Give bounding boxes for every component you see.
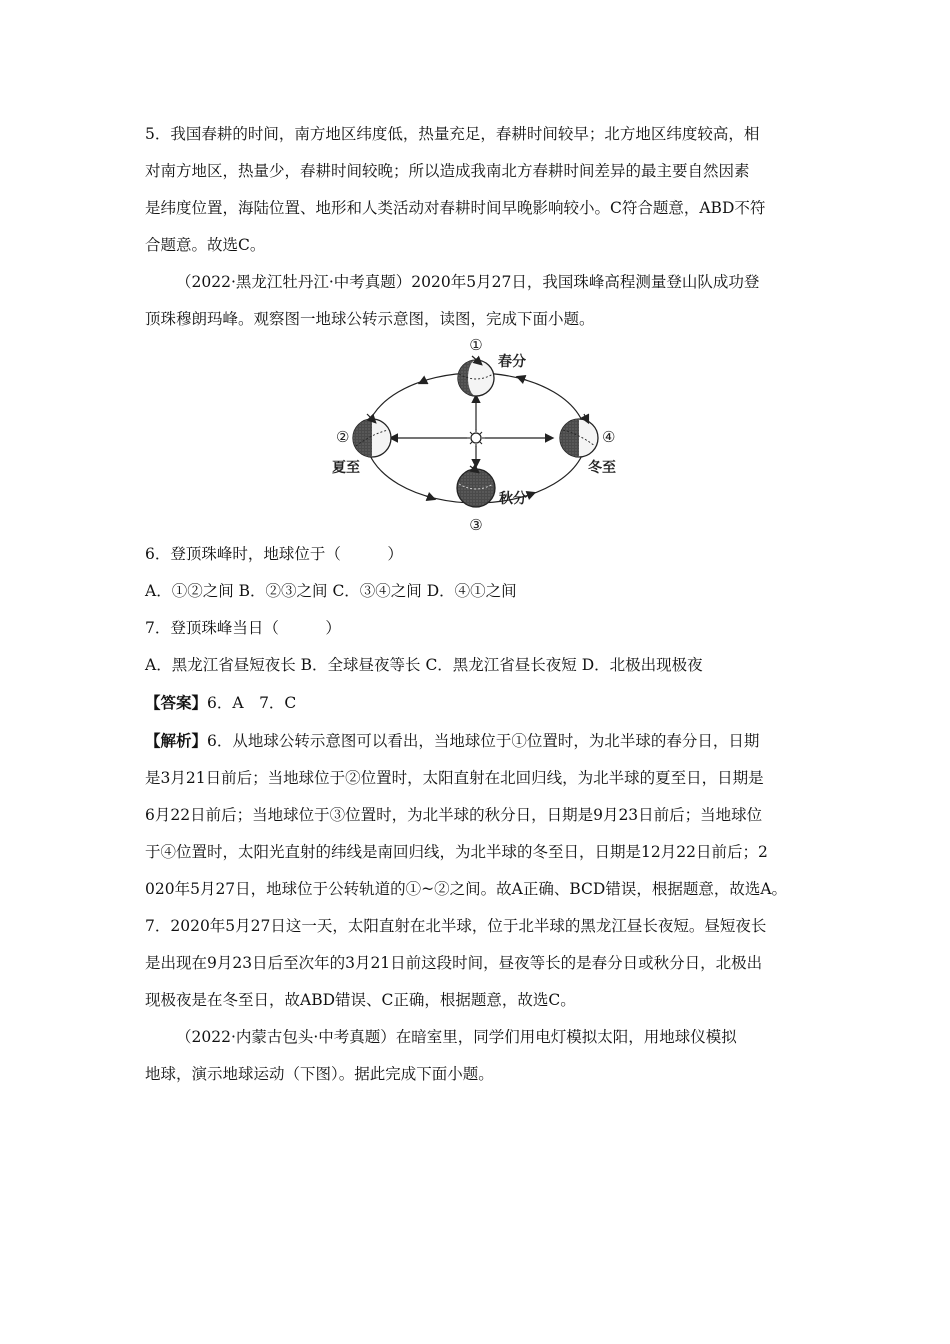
analysis-block	[145, 722, 810, 1019]
question-intro-heilongjiang	[145, 264, 810, 338]
q5-analysis-line: 5．我国春耕的时间，南方地区纬度低，热量充足，春耕时间较早；北方地区纬度较高，相	[145, 125, 760, 143]
position-3-name: 秋分	[499, 491, 527, 507]
position-4-name: 冬至	[588, 460, 616, 476]
analysis-q7-line: 现极夜是在冬至日，故ABD错误、C正确，根据题意，故选C。	[145, 991, 576, 1009]
earth-position-4	[560, 414, 598, 457]
position-1-name: 春分	[498, 354, 526, 370]
analysis-tag: 【解析】	[145, 731, 208, 750]
answer-tag: 【答案】	[145, 693, 208, 712]
analysis-line: 020年5月27日，地球位于公转轨道的①~②之间。故A正确、BCD错误，根据题意，故选A。	[145, 880, 788, 898]
intro-line: （2022·内蒙古包头·中考真题）在暗室里，同学们用电灯模拟太阳，用地球仪模拟	[176, 1028, 737, 1046]
question-7	[145, 610, 810, 684]
position-3-number: ③	[469, 516, 483, 534]
document-page	[145, 116, 810, 1093]
answer-line	[145, 684, 810, 722]
question-6-options: A．①②之间 B．②③之间 C．③④之间 D．④①之间	[145, 582, 517, 600]
question-7-options: A．黑龙江省昼短夜长 B．全球昼夜等长 C．黑龙江省昼长夜短 D．北极出现极夜	[145, 656, 703, 674]
analysis-text: 6．从地球公转示意图可以看出，当地球位于①位置时，为北半球的春分日，日期	[207, 732, 760, 750]
analysis-line: 是3月21日前后；当地球位于②位置时，太阳直射在北回归线，为北半球的夏至日，日期是	[145, 769, 764, 787]
q5-analysis	[145, 116, 810, 264]
question-6	[145, 536, 810, 610]
earth-position-3	[457, 466, 495, 507]
intro-line: 顶珠穆朗玛峰。观察图一地球公转示意图，读图，完成下面小题。	[145, 310, 595, 328]
earth-revolution-figure	[145, 338, 810, 536]
q5-analysis-line: 合题意。故选C。	[145, 236, 266, 254]
analysis-line: 于④位置时，太阳光直射的纬线是南回归线，为北半球的冬至日，日期是12月22日前后；2	[145, 843, 768, 861]
question-7-stem: 7．登顶珠峰当日（ ）	[145, 619, 341, 637]
position-4-number: ④	[602, 428, 616, 446]
position-1-number: ①	[469, 338, 483, 354]
analysis-q7-line: 是出现在9月23日后至次年的3月21日前这段时间，昼夜等长的是春分日或秋分日，北极出	[145, 954, 763, 972]
position-2-name: 夏至	[332, 460, 360, 476]
analysis-line	[145, 722, 810, 760]
intro-line: （2022·黑龙江牡丹江·中考真题）2020年5月27日，我国珠峰高程测量登山队成功登	[176, 273, 760, 291]
sun-icon	[467, 429, 485, 447]
orbit-arrow-3	[526, 493, 534, 496]
answer-text: 6．A 7．C	[207, 694, 297, 712]
question-intro-baotou	[145, 1019, 810, 1093]
q5-analysis-line: 对南方地区，热量少，春耕时间较晚；所以造成我南北方春耕时间差异的最主要自然因素	[145, 162, 750, 180]
analysis-q7-line: 7．2020年5月27日这一天，太阳直射在北半球，位于北半球的黑龙江昼长夜短。昼短夜长	[145, 917, 767, 935]
earth-position-2	[353, 414, 391, 457]
q5-analysis-line: 是纬度位置，海陆位置、地形和人类活动对春耕时间早晚影响较小。C符合题意，ABD不符	[145, 199, 766, 217]
question-6-stem: 6．登顶珠峰时，地球位于（ ）	[145, 545, 403, 563]
analysis-line: 6月22日前后；当地球位于③位置时，为北半球的秋分日，日期是9月23日前后；当地球位	[145, 806, 763, 824]
earth-position-1	[458, 356, 494, 396]
earth-revolution-diagram	[326, 338, 626, 536]
intro-line: 地球，演示地球运动（下图）。据此完成下面小题。	[145, 1065, 494, 1083]
position-2-number: ②	[336, 428, 350, 446]
